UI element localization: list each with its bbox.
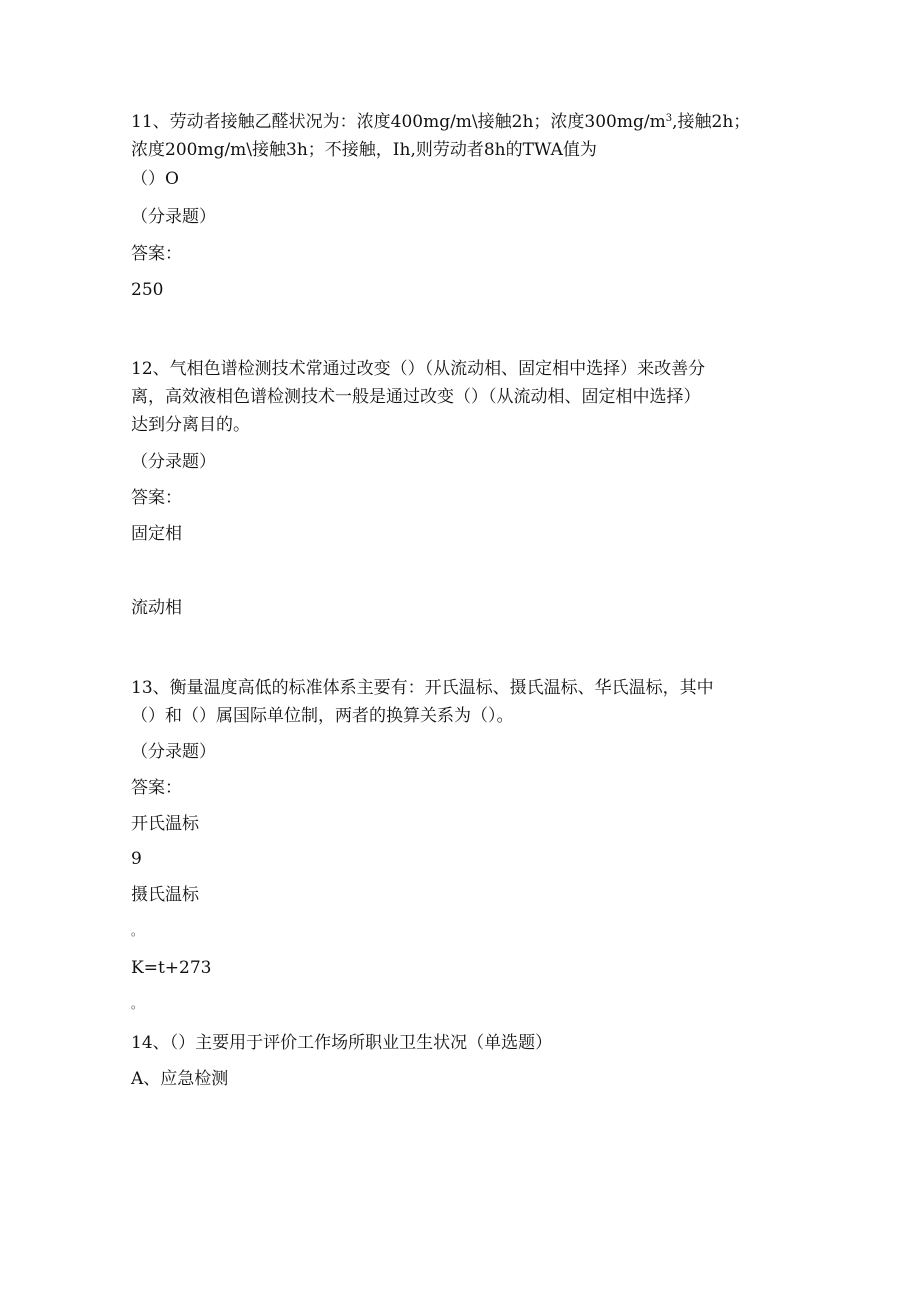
q11-line-3: （）O bbox=[131, 169, 179, 189]
q11-type: （分录题） bbox=[131, 207, 216, 227]
q11-line-1: 11、劳动者接触乙醛状况为：浓度400mg/m\接触2h；浓度$300mg/m^3$,接触2h； bbox=[131, 112, 751, 132]
q12-answer-1: 固定相 bbox=[131, 524, 182, 544]
superscript-3: 3 bbox=[665, 113, 673, 124]
q14-option-a: A、应急检测 bbox=[131, 1069, 229, 1089]
q13-answer-2: 9 bbox=[131, 849, 142, 869]
q11-answer-label: 答案： bbox=[131, 244, 182, 264]
q13-answer-6: 。 bbox=[131, 997, 144, 1011]
q13-line-2: （）和（）属国际单位制，两者的换算关系为（）。 bbox=[131, 706, 514, 726]
q12-answer-2: 流动相 bbox=[131, 598, 182, 618]
q11-answer-1: 250 bbox=[131, 280, 164, 300]
q13-answer-4: 。 bbox=[131, 924, 144, 938]
q13-answer-1: 开氏温标 bbox=[131, 814, 199, 834]
q12-line-2: 离，高效液相色谱检测技术一般是通过改变（）（从流动相、固定相中选择） bbox=[131, 387, 701, 407]
q13-line-1: 13、衡量温度高低的标准体系主要有：开氏温标、摄氏温标、华氏温标，其中 bbox=[131, 678, 714, 698]
q13-answer-5: K=t+273 bbox=[131, 958, 212, 978]
q14-line-1: 14、（）主要用于评价工作场所职业卫生状况（单选题） bbox=[131, 1033, 553, 1053]
q11-line-2: 浓度200mg/m\接触3h；不接触，Ih,则劳动者8h的TWA值为 bbox=[131, 140, 597, 160]
q12-line-3: 达到分离目的。 bbox=[131, 415, 250, 435]
q13-answer-label: 答案： bbox=[131, 778, 182, 798]
q13-answer-3: 摄氏温标 bbox=[131, 885, 199, 905]
q13-type: （分录题） bbox=[131, 742, 216, 762]
q12-type: （分录题） bbox=[131, 452, 216, 472]
q12-answer-label: 答案： bbox=[131, 488, 182, 508]
q12-line-1: 12、气相色谱检测技术常通过改变（）（从流动相、固定相中选择）来改善分 bbox=[131, 359, 706, 379]
